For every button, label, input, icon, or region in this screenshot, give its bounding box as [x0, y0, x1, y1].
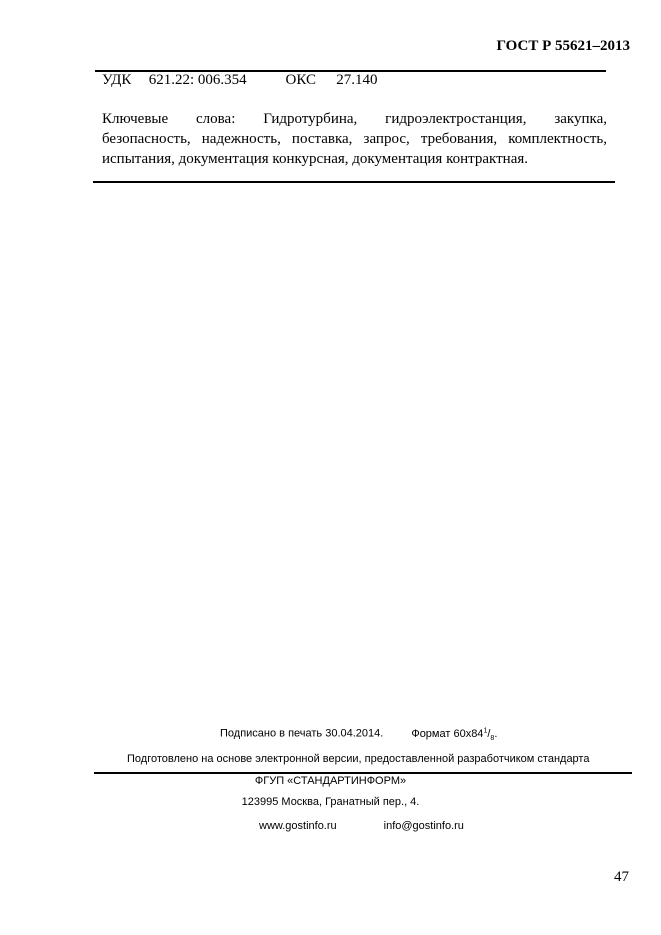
udk-label: УДК	[102, 72, 132, 88]
udk-value: 621.22: 006.354	[148, 72, 247, 88]
oks-label: ОКС	[285, 72, 316, 88]
keywords-line-3: испытания, документация конкурсная, документация контрактная.	[102, 151, 529, 167]
publisher-name: ФГУП «СТАНДАРТИНФОРМ»	[254, 775, 407, 787]
signed-date: Подписано в печать 30.04.2014.	[220, 727, 384, 740]
keywords-divider	[93, 181, 615, 183]
keywords-paragraph	[102, 109, 607, 169]
publisher-address: 123995 Москва, Гранатный пер., 4.	[241, 796, 420, 808]
keywords-line-2: безопасность, надежность, поставка, запрос, требования, комплектность,	[102, 131, 607, 147]
print-signoff-line	[220, 727, 497, 742]
paper-format: Формат $60х84^1/_8$.	[411, 727, 498, 742]
standard-code-header: ГОСТ Р 55621–2013	[496, 38, 630, 54]
oks-value: 27.140	[336, 72, 378, 88]
prepared-note: Подготовлено на основе электронной версии, предоставленной разработчиком стандарта	[127, 753, 590, 765]
classification-line	[102, 72, 378, 89]
website-link[interactable]: www.gostinfo.ru	[259, 820, 337, 832]
keywords-line-1: Ключевые слова: Гидротурбина, гидроэлектростанция, закупка,	[102, 111, 607, 127]
email-link[interactable]: info@gostinfo.ru	[383, 820, 464, 832]
imprint-divider	[94, 772, 632, 774]
contact-line	[259, 820, 464, 832]
page-number: 47	[614, 869, 629, 885]
